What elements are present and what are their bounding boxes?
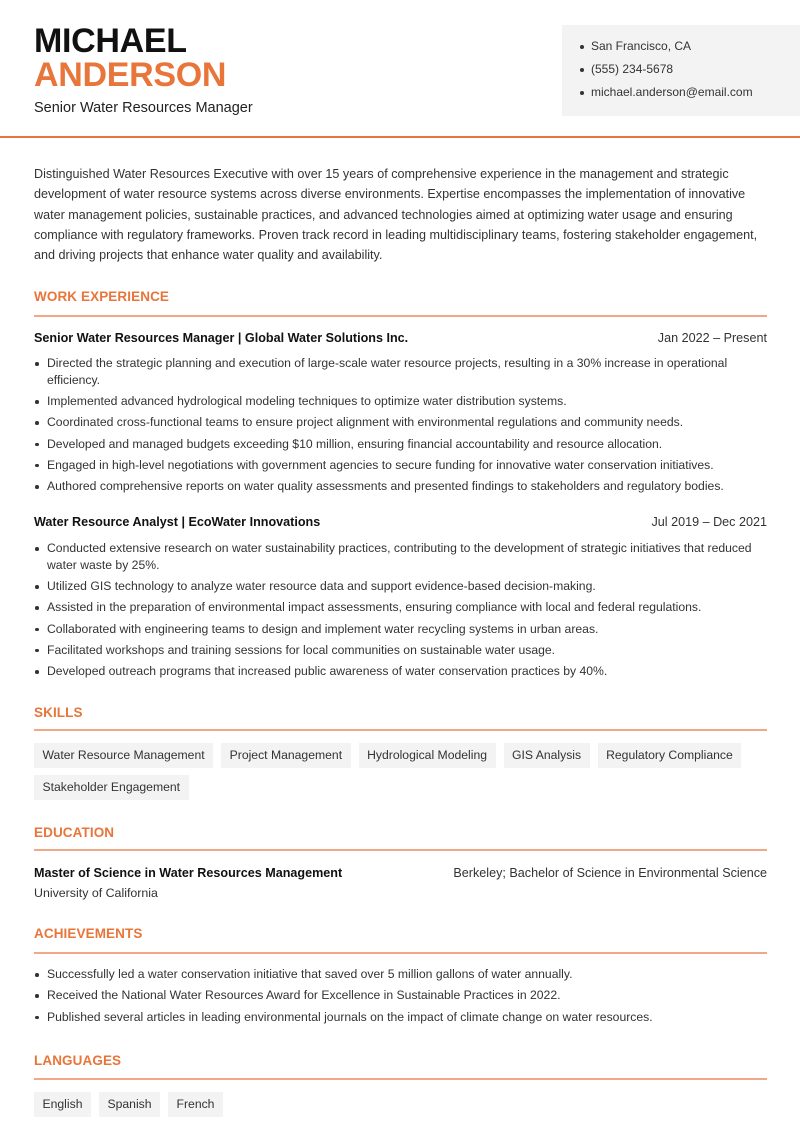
- list-item: Conducted extensive research on water sustainability practices, contributing to the development of strategic initiatives that reduced water waste by 25%.: [34, 540, 774, 574]
- list-item: Coordinated cross-functional teams to ensure project alignment with environmental regulations and community needs.: [34, 414, 774, 431]
- section-divider: [34, 315, 767, 317]
- job-header-2: [34, 514, 767, 530]
- list-item: Successfully led a water conservation initiative that saved over 5 million gallons of water annually.: [34, 966, 774, 983]
- contact-box: [562, 25, 800, 116]
- section-divider: [34, 729, 767, 731]
- list-item: Engaged in high-level negotiations with government agencies to secure funding for innovative water conservation initiatives.: [34, 457, 774, 474]
- education-header: [34, 865, 767, 881]
- section-title-achievements: ACHIEVEMENTS: [34, 926, 143, 941]
- job-2-bullets: [34, 540, 774, 685]
- language-tag: English: [34, 1092, 91, 1117]
- job-role: Senior Water Resources Manager | Global Water Solutions Inc.: [34, 331, 409, 345]
- language-tag: French: [168, 1092, 223, 1117]
- bullet-icon: [580, 68, 584, 72]
- skill-tag: GIS Analysis: [504, 743, 590, 768]
- professional-summary: Distinguished Water Resources Executive with over 15 years of comprehensive experience in the management and strategic development of water resource systems across diverse environments. Expertise encompasses the implementation of innovative water management policies, sustainable practices, and advanced technologies aimed at optimizing water usage and ensuring compliance with regulatory frameworks. Proven track record in leading multidisciplinary teams, fostering stakeholder engagement, and driving projects that enhance water quality and availability.: [34, 167, 758, 263]
- list-item: Authored comprehensive reports on water quality assessments and presented findings to stakeholders and regulatory bodies.: [34, 478, 774, 495]
- language-tag: Spanish: [99, 1092, 160, 1117]
- list-item: Implemented advanced hydrological modeling techniques to optimize water distribution systems.: [34, 393, 774, 410]
- list-item: Developed and managed budgets exceeding $10 million, ensuring financial accountability and resource allocation.: [34, 436, 774, 453]
- section-divider: [34, 952, 767, 954]
- section-title-skills: SKILLS: [34, 705, 83, 720]
- skill-tag: Regulatory Compliance: [598, 743, 742, 768]
- achievements-list: [34, 966, 774, 1030]
- job-header-1: [34, 330, 767, 346]
- list-item: Published several articles in leading environmental journals on the impact of climate change on water resources.: [34, 1009, 774, 1026]
- resume-header: [0, 0, 800, 138]
- education-school: University of California: [34, 886, 158, 900]
- section-divider: [34, 849, 767, 851]
- bullet-icon: [580, 91, 584, 95]
- education-extra: Berkeley; Bachelor of Science in Environmental Science: [453, 866, 767, 880]
- list-item: Collaborated with engineering teams to design and implement water recycling systems in urban areas.: [34, 621, 774, 638]
- contact-phone-text: (555) 234-5678: [591, 62, 674, 76]
- skill-tag: Project Management: [221, 743, 350, 768]
- contact-email-text: michael.anderson@email.com: [591, 85, 753, 99]
- languages-tags: [34, 1092, 774, 1117]
- contact-email: [580, 81, 800, 104]
- skill-tag: Stakeholder Engagement: [34, 775, 189, 800]
- job-title: Senior Water Resources Manager: [34, 100, 253, 116]
- list-item: Directed the strategic planning and execution of large-scale water resource projects, resulting in a 30% increase in operational efficiency.: [34, 355, 774, 389]
- contact-location: [580, 35, 800, 58]
- skill-tag: Hydrological Modeling: [359, 743, 496, 768]
- job-role: Water Resource Analyst | EcoWater Innovations: [34, 515, 321, 529]
- contact-location-text: San Francisco, CA: [591, 39, 692, 53]
- education-degree: Master of Science in Water Resources Management: [34, 866, 343, 880]
- section-divider: [34, 1078, 767, 1080]
- last-name: ANDERSON: [34, 56, 227, 94]
- section-title-work-experience: WORK EXPERIENCE: [34, 289, 170, 304]
- list-item: Developed outreach programs that increased public awareness of water conservation practices by 40%.: [34, 663, 774, 680]
- bullet-icon: [580, 45, 584, 49]
- job-dates: Jan 2022 – Present: [657, 331, 767, 345]
- skill-tag: Water Resource Management: [34, 743, 213, 768]
- list-item: Facilitated workshops and training sessions for local communities on sustainable water usage.: [34, 642, 774, 659]
- list-item: Assisted in the preparation of environmental impact assessments, ensuring compliance with local and federal regulations.: [34, 599, 774, 616]
- skills-tags: [34, 743, 774, 800]
- contact-phone: [580, 58, 800, 81]
- section-title-education: EDUCATION: [34, 825, 115, 840]
- job-dates: Jul 2019 – Dec 2021: [651, 515, 767, 529]
- first-name: MICHAEL: [34, 22, 187, 60]
- list-item: Received the National Water Resources Award for Excellence in Sustainable Practices in 2022.: [34, 987, 774, 1004]
- section-title-languages: LANGUAGES: [34, 1053, 122, 1068]
- job-1-bullets: [34, 355, 774, 500]
- list-item: Utilized GIS technology to analyze water resource data and support evidence-based decision-making.: [34, 578, 774, 595]
